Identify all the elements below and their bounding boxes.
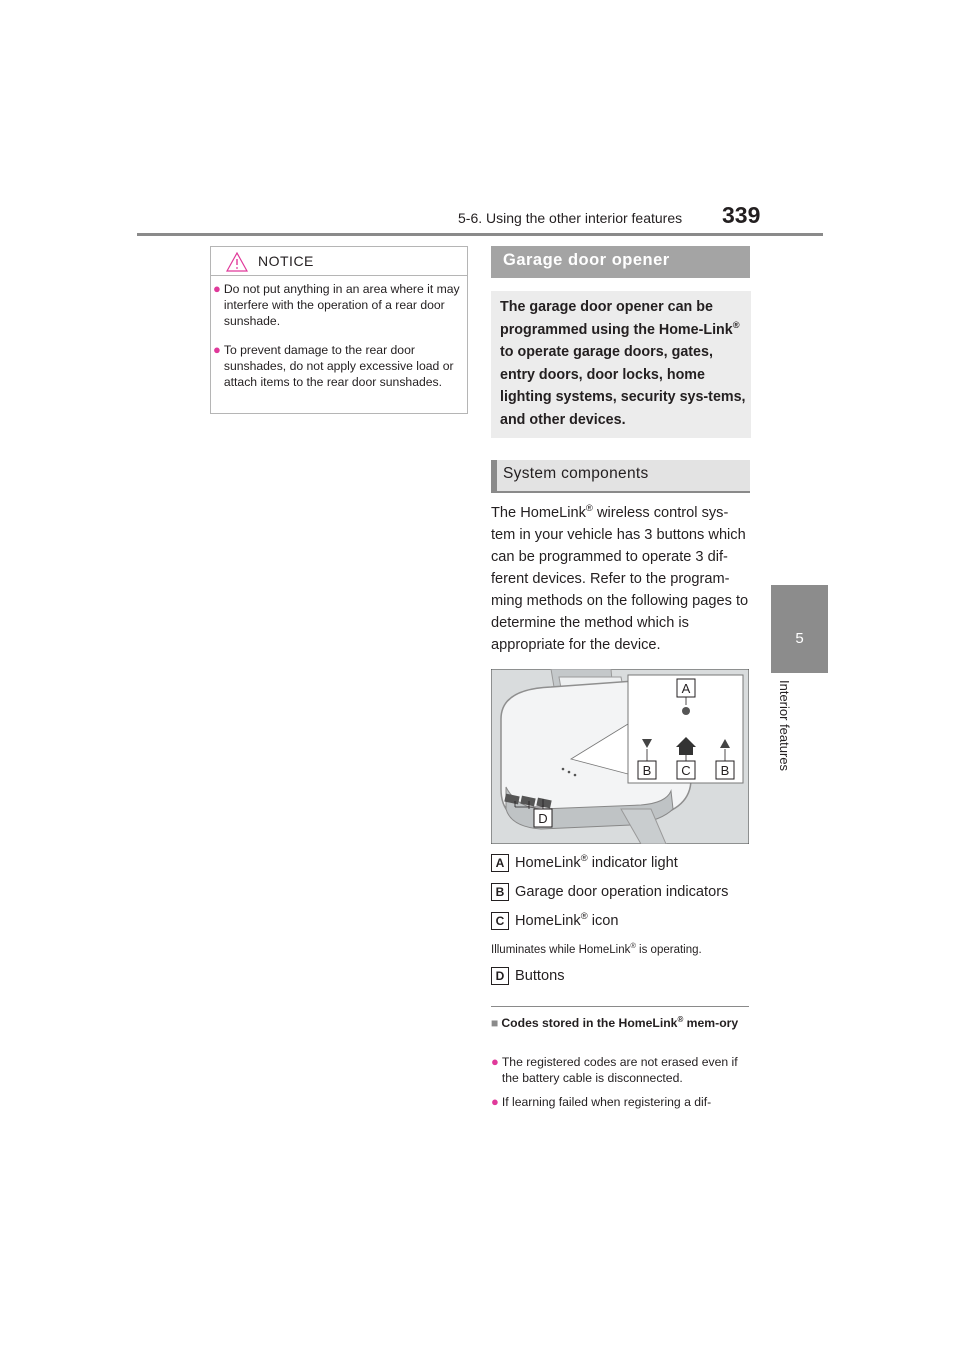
- intro-text-a: The garage door opener can be programmed using the Home-Link: [500, 299, 733, 338]
- notice-item-text: Do not put anything in an area where it may interfere with the operation of a rear door sunshade.: [223, 282, 460, 328]
- legend-item-b: [491, 883, 728, 901]
- registered-mark: ®: [585, 503, 593, 515]
- callout-a: A: [681, 681, 691, 696]
- notice-title: NOTICE: [258, 253, 314, 269]
- running-header: 5-6. Using the other interior features: [458, 210, 683, 226]
- codes-item-text: The registered codes are not erased even if the battery cable is disconnected.: [501, 1055, 738, 1085]
- legend-label-a: HomeLink: [515, 855, 581, 871]
- section-divider: [491, 1006, 749, 1007]
- registered-mark: ®: [677, 1014, 684, 1024]
- notice-header: [210, 246, 468, 276]
- system-components-body: [491, 502, 749, 656]
- legend-label: Garage door operation indicators: [515, 884, 729, 900]
- bullet-icon: ●: [213, 281, 221, 296]
- system-components-title: System components: [503, 465, 649, 482]
- legend-label: [515, 855, 678, 871]
- legend-label-b: indicator light: [587, 855, 678, 871]
- note-text-b: is operating.: [635, 944, 702, 956]
- warning-triangle-icon: [226, 252, 248, 272]
- legend-key: B: [491, 883, 509, 901]
- notice-item: [213, 342, 461, 390]
- legend-item-d: [491, 967, 565, 985]
- registered-mark: ®: [580, 911, 588, 923]
- codes-item: [491, 1054, 751, 1086]
- bullet-icon: ●: [213, 342, 221, 357]
- chapter-tab: [771, 585, 828, 673]
- callout-b-left: B: [642, 763, 652, 778]
- garage-section-title: Garage door opener: [503, 251, 670, 269]
- legend-label: [515, 913, 619, 929]
- homelink-mirror-illustration: [491, 669, 749, 844]
- registered-mark: ®: [580, 853, 588, 865]
- legend-key: D: [491, 967, 509, 985]
- intro-text-b: to operate garage doors, gates, entry doors, door locks, home lighting systems, security sys-tems, and other devices.: [500, 344, 746, 428]
- codes-heading-b: mem-ory: [683, 1016, 739, 1030]
- callout-b-right: B: [720, 763, 730, 778]
- legend-key: C: [491, 912, 509, 930]
- bullet-icon: ●: [491, 1054, 499, 1069]
- registered-mark: ®: [630, 941, 636, 951]
- legend-label-b: icon: [587, 913, 619, 929]
- codes-heading-text: [501, 1015, 738, 1031]
- codes-heading-a: Codes stored in the HomeLink: [501, 1016, 678, 1030]
- codes-item: [491, 1094, 751, 1110]
- chapter-number: 5: [795, 630, 804, 647]
- header-rule: [137, 233, 823, 236]
- registered-mark: ®: [732, 319, 740, 330]
- legend-item-a: [491, 854, 678, 872]
- notice-item: [213, 281, 461, 329]
- body-text-b: wireless control sys-tem in your vehicle has 3 buttons which can be programmed to operate 3 dif-ferent devices. Refer to the program-ming methods on the following pages to determine the method which is appropriate for the device.: [491, 505, 749, 653]
- square-bullet-icon: ■: [491, 1016, 499, 1030]
- codes-heading: [491, 1015, 751, 1031]
- legend-item-c: [491, 912, 619, 930]
- legend-label-a: HomeLink: [515, 913, 581, 929]
- legend-label: Buttons: [515, 968, 565, 984]
- body-text-a: The HomeLink: [491, 505, 586, 521]
- codes-item-text: If learning failed when registering a dif-: [501, 1095, 712, 1109]
- legend-key: A: [491, 854, 509, 872]
- notice-item-text: To prevent damage to the rear door sunshades, do not apply excessive load or attach items to the rear door sunshades.: [223, 343, 454, 389]
- page-number: 339: [722, 202, 761, 228]
- note-text-a: Illuminates while HomeLink: [491, 944, 631, 956]
- chapter-title: Interior features: [777, 680, 792, 772]
- callout-d: D: [538, 811, 548, 826]
- homelink-note: [491, 941, 702, 956]
- bullet-icon: ●: [491, 1094, 499, 1109]
- callout-c: C: [681, 763, 691, 778]
- intro-text: [500, 296, 750, 432]
